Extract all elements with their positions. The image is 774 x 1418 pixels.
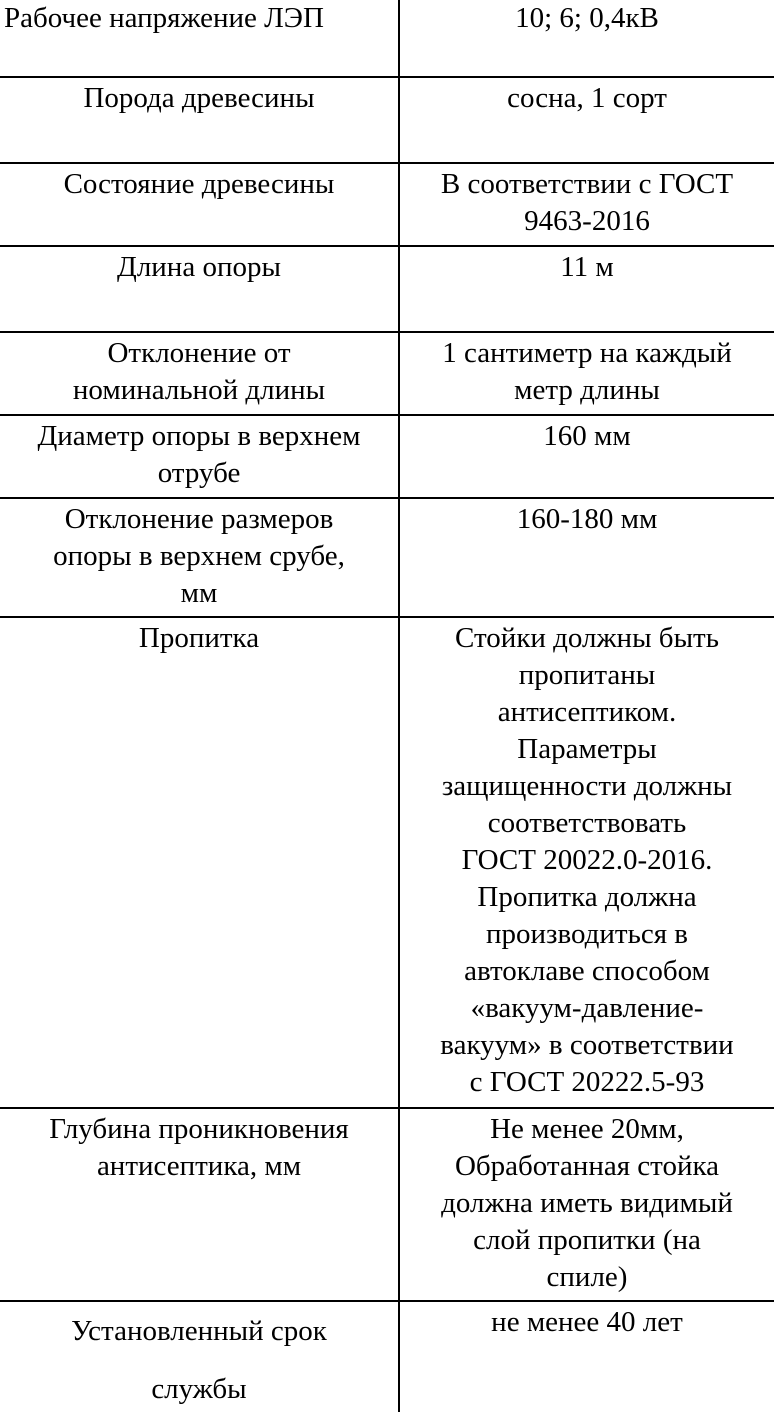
- value-text: производиться в: [486, 918, 688, 950]
- param-text: Порода древесины: [83, 82, 315, 114]
- value-cell: [400, 333, 774, 414]
- value-text: 160 мм: [543, 420, 631, 452]
- param-text: Глубина проникновения: [49, 1113, 349, 1145]
- param-cell: [0, 416, 400, 497]
- param-cell: [0, 1302, 400, 1412]
- table-row: [0, 1302, 774, 1412]
- value-cell: [400, 0, 774, 76]
- param-text: Отклонение размеров: [64, 503, 334, 535]
- value-text: Обработанная стойка: [454, 1150, 720, 1182]
- value-text: 9463-2016: [524, 205, 650, 237]
- table-row: [0, 164, 774, 247]
- param-text: Состояние древесины: [63, 168, 335, 200]
- value-cell: [400, 1302, 774, 1412]
- value-text: пропитаны: [518, 659, 656, 691]
- value-text: вакуум» в соответствии: [440, 1029, 734, 1061]
- value-text: должна иметь видимый: [441, 1187, 733, 1219]
- value-text: Стойки должны быть: [455, 622, 719, 654]
- param-text: Отклонение от: [107, 337, 291, 369]
- value-text: 1 сантиметр на каждый: [442, 337, 732, 369]
- param-cell: [0, 618, 400, 1107]
- value-text: слой пропитки (на: [473, 1224, 701, 1256]
- value-cell: [400, 78, 774, 162]
- value-text: Пропитка должна: [477, 881, 697, 913]
- param-text: антисептика, мм: [96, 1150, 302, 1182]
- param-cell: [0, 247, 400, 331]
- value-text: В соответствии с ГОСТ: [440, 168, 734, 200]
- param-text: номинальной длины: [72, 374, 326, 406]
- param-text: Длина опоры: [117, 251, 281, 283]
- value-cell: [400, 618, 774, 1107]
- table-row: [0, 618, 774, 1109]
- value-text: спиле): [546, 1261, 628, 1293]
- value-text: Не менее 20мм,: [490, 1113, 684, 1145]
- table-row: [0, 0, 774, 78]
- table-row: [0, 247, 774, 333]
- param-cell: [0, 333, 400, 414]
- param-cell: [0, 0, 400, 76]
- value-text: метр длины: [514, 374, 660, 406]
- param-text: службы: [151, 1373, 247, 1405]
- value-text: антисептиком.: [497, 696, 677, 728]
- value-text: 160-180 мм: [516, 503, 658, 535]
- value-text: с ГОСТ 20222.5-93: [469, 1066, 705, 1098]
- param-text: Пропитка: [138, 622, 260, 654]
- param-text: отрубе: [157, 457, 241, 489]
- value-cell: [400, 416, 774, 497]
- param-text: Установленный срок: [71, 1315, 327, 1347]
- table-row: [0, 416, 774, 499]
- table-row: [0, 1109, 774, 1302]
- value-text: 10; 6; 0,4кВ: [515, 2, 659, 34]
- param-cell: [0, 499, 400, 616]
- value-text: защищенности должны: [441, 770, 733, 802]
- value-text: ГОСТ 20022.0-2016.: [461, 844, 713, 876]
- value-cell: [400, 1109, 774, 1300]
- param-text: Рабочее напряжение ЛЭП: [4, 2, 324, 34]
- table-row: [0, 499, 774, 618]
- param-cell: [0, 78, 400, 162]
- table-row: [0, 78, 774, 164]
- value-text: Параметры: [517, 733, 657, 765]
- value-cell: [400, 164, 774, 245]
- param-text: Диаметр опоры в верхнем: [37, 420, 361, 452]
- value-cell: [400, 247, 774, 331]
- param-text: опоры в верхнем срубе,: [53, 540, 345, 572]
- value-text: сосна, 1 сорт: [507, 82, 667, 114]
- value-text: «вакуум-давление-: [470, 992, 704, 1024]
- value-cell: [400, 499, 774, 616]
- value-text: 11 м: [560, 251, 614, 283]
- value-text: соответствовать: [487, 807, 687, 839]
- value-text: автоклаве способом: [464, 955, 710, 987]
- param-cell: [0, 164, 400, 245]
- table-row: [0, 333, 774, 416]
- value-text: не менее 40 лет: [491, 1306, 683, 1338]
- param-cell: [0, 1109, 400, 1300]
- param-text: мм: [180, 577, 218, 609]
